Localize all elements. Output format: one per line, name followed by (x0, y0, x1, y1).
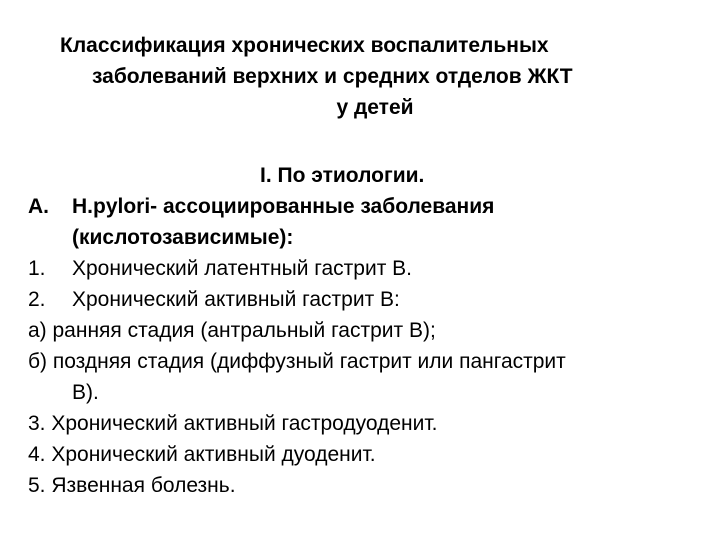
list-item-text: Хронический активный гастрит В: (72, 288, 400, 311)
slide-body (28, 160, 708, 501)
title-line-3: у детей (336, 96, 414, 119)
group-a (28, 191, 708, 253)
list-item (28, 253, 708, 284)
group-a-line-2: (кислотозависимые): (72, 226, 294, 249)
list-item-text: Хронический латентный гастрит В. (72, 257, 412, 280)
slide-title (40, 30, 690, 123)
list-item-marker: 2. (28, 288, 46, 311)
section-heading: I. По этиологии. (260, 164, 425, 187)
title-line-2: заболеваний верхних и средних отделов ЖКТ (92, 65, 573, 88)
group-a-line-1: H.pylori- ассоциированные заболевания (72, 195, 495, 218)
group-a-marker: А. (28, 195, 49, 218)
sub-item-b (28, 346, 708, 408)
sub-item-b-line-2: В). (72, 381, 99, 404)
sub-item-a: а) ранняя стадия (антральный гастрит В); (28, 319, 436, 342)
group-a-text (72, 191, 708, 253)
list-item (28, 284, 708, 315)
title-line-1: Классификация хронических воспалительных (60, 34, 549, 57)
list-item-5: 5. Язвенная болезнь. (28, 474, 236, 497)
sub-item-b-line-1: б) поздняя стадия (диффузный гастрит или пангастрит (28, 350, 566, 373)
list-item-marker: 1. (28, 257, 46, 280)
list-item-4: 4. Хронический активный дуоденит. (28, 443, 376, 466)
list-item-3: 3. Хронический активный гастродуоденит. (28, 412, 438, 435)
